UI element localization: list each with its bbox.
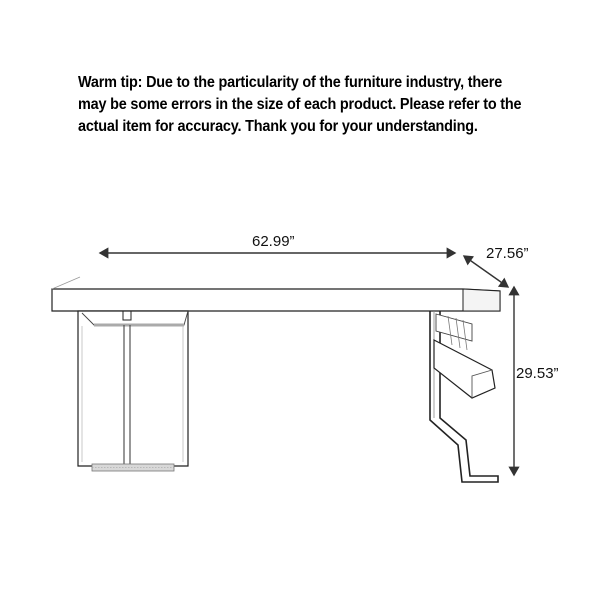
right-leg-frame (430, 311, 498, 482)
width-dimension-label: 62.99” (252, 233, 295, 250)
depth-dimension-label: 27.56” (486, 245, 529, 262)
drawer-cabinet (78, 311, 188, 471)
height-dimension-label: 29.53” (516, 365, 559, 382)
depth-dimension (464, 245, 529, 287)
warm-tip-line-2: may be some errors in the size of each product. Please refer to the (78, 96, 522, 113)
warm-tip-line-3: actual item for accuracy. Thank you for your understanding. (78, 118, 478, 135)
warm-tip-line-1: Warm tip: Due to the particularity of the furniture industry, there (78, 74, 503, 91)
magazine-rack (434, 314, 495, 398)
desk-top (52, 277, 500, 311)
height-dimension (514, 287, 559, 475)
width-dimension (100, 233, 455, 253)
